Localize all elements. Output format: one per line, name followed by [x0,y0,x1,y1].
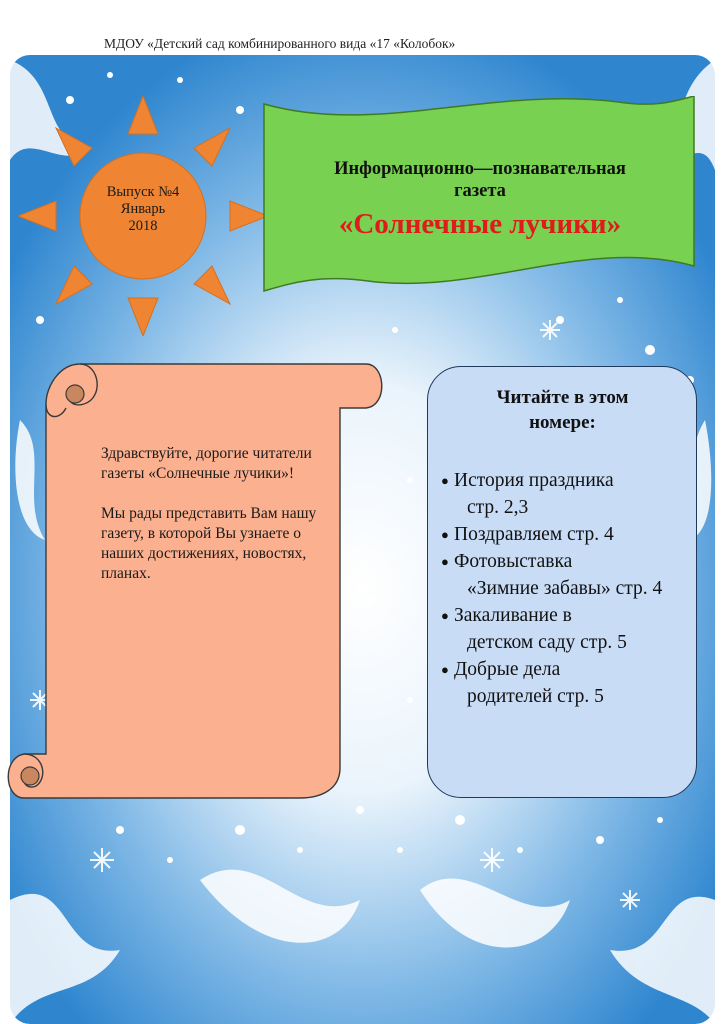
newspaper-title: «Солнечные лучики» [338,208,622,240]
greeting-paragraph-2: Мы рады представить Вам нашу газету, в которой Вы узнаете о наших достижениях, новостях, планах. [101,505,317,582]
contents-item-cont: стр. 2,3 [467,497,529,518]
contents-item-main: История праздника [454,470,614,491]
kindergarten-header: МДОУ «Детский сад комбинированного вида «17 «Колобок» [104,36,456,51]
contents-item [441,521,693,548]
newspaper-type-line2: газета [454,181,506,201]
contents-item-main: Закаливание в [454,605,572,626]
contents-title [430,385,695,435]
bullet-icon: ● [441,662,449,677]
contents-item [441,602,693,656]
contents-item [441,548,693,602]
issue-info [88,184,198,235]
contents-item-main: Поздравляем стр. 4 [454,524,614,545]
greeting-text [101,444,321,604]
contents-list [441,467,693,710]
contents-item-cont: родителей стр. 5 [467,686,604,707]
contents-title-line2: номере: [529,412,596,433]
contents-item [441,467,693,521]
contents-item-cont: «Зимние забавы» стр. 4 [467,578,663,599]
newspaper-type-line1: Информационно—познавательная [334,159,626,179]
newspaper-title-block [276,158,684,244]
bullet-icon: ● [441,473,449,488]
contents-item-cont: детском саду стр. 5 [467,632,627,653]
bullet-icon: ● [441,608,449,623]
contents-item-main: Добрые дела [454,659,561,680]
greeting-paragraph-1: Здравствуйте, дорогие читатели газеты «Солнечные лучики»! [101,445,312,482]
contents-item [441,656,693,710]
issue-year: 2018 [128,218,158,234]
issue-number: Выпуск №4 [106,184,180,200]
bullet-icon: ● [441,527,449,542]
bullet-icon: ● [441,554,449,569]
contents-item-main: Фотовыставка [454,551,573,572]
contents-title-line1: Читайте в этом [496,387,629,408]
issue-month: Январь [120,201,166,217]
